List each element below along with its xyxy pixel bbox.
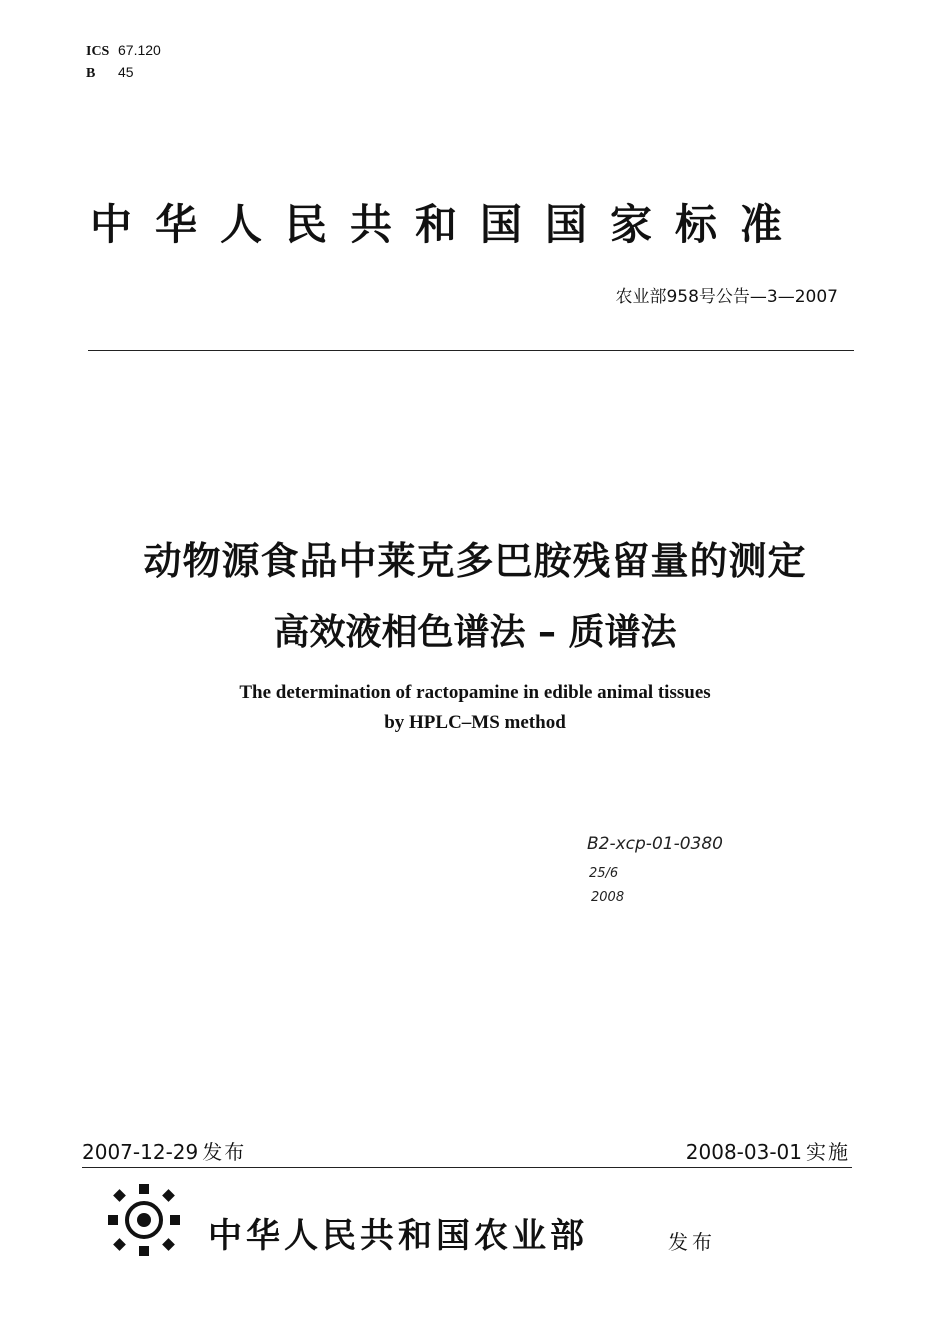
document-title-en-line1: The determination of ractopamine in edible animal tissues — [239, 682, 711, 703]
release-date — [82, 1136, 246, 1165]
implementation-date-value: 2008-03-01 — [685, 1140, 802, 1164]
handwritten-line2: 25/6 — [589, 866, 619, 881]
standard-code: 农业部958号公告—3—2007 — [615, 287, 838, 307]
ccs-row — [86, 62, 161, 84]
ministry-emblem-icon — [104, 1180, 184, 1260]
ccs-value: 45 — [118, 64, 134, 80]
document-title-en-line2: by HPLC–MS method — [384, 712, 566, 733]
header-divider — [88, 350, 854, 351]
implementation-date-label: 实施 — [806, 1140, 850, 1164]
release-date-label: 发布 — [202, 1140, 247, 1164]
issuing-authority: 中华人民共和国农业部 — [208, 1216, 588, 1256]
document-title-cn-line1: 动物源食品中莱克多巴胺残留量的测定 — [143, 539, 807, 583]
classification-codes — [86, 40, 161, 84]
handwritten-line1: B2-xcp-01-0380 — [587, 834, 723, 854]
document-title-cn-line2: 高效液相色谱法 – 质谱法 — [273, 612, 677, 653]
ics-row — [86, 40, 161, 62]
publish-label: 发布 — [668, 1230, 716, 1254]
ccs-label: B — [86, 66, 96, 81]
ics-label: ICS — [86, 44, 110, 59]
release-date-value: 2007-12-29 — [82, 1140, 199, 1164]
handwritten-line3: 2008 — [591, 890, 625, 905]
ics-value: 67.120 — [118, 42, 161, 58]
implementation-date — [686, 1136, 850, 1165]
handwritten-annotation — [585, 825, 775, 915]
national-standard-heading: 中华人民共和国国家标准 — [90, 200, 806, 249]
footer-divider — [82, 1167, 852, 1168]
